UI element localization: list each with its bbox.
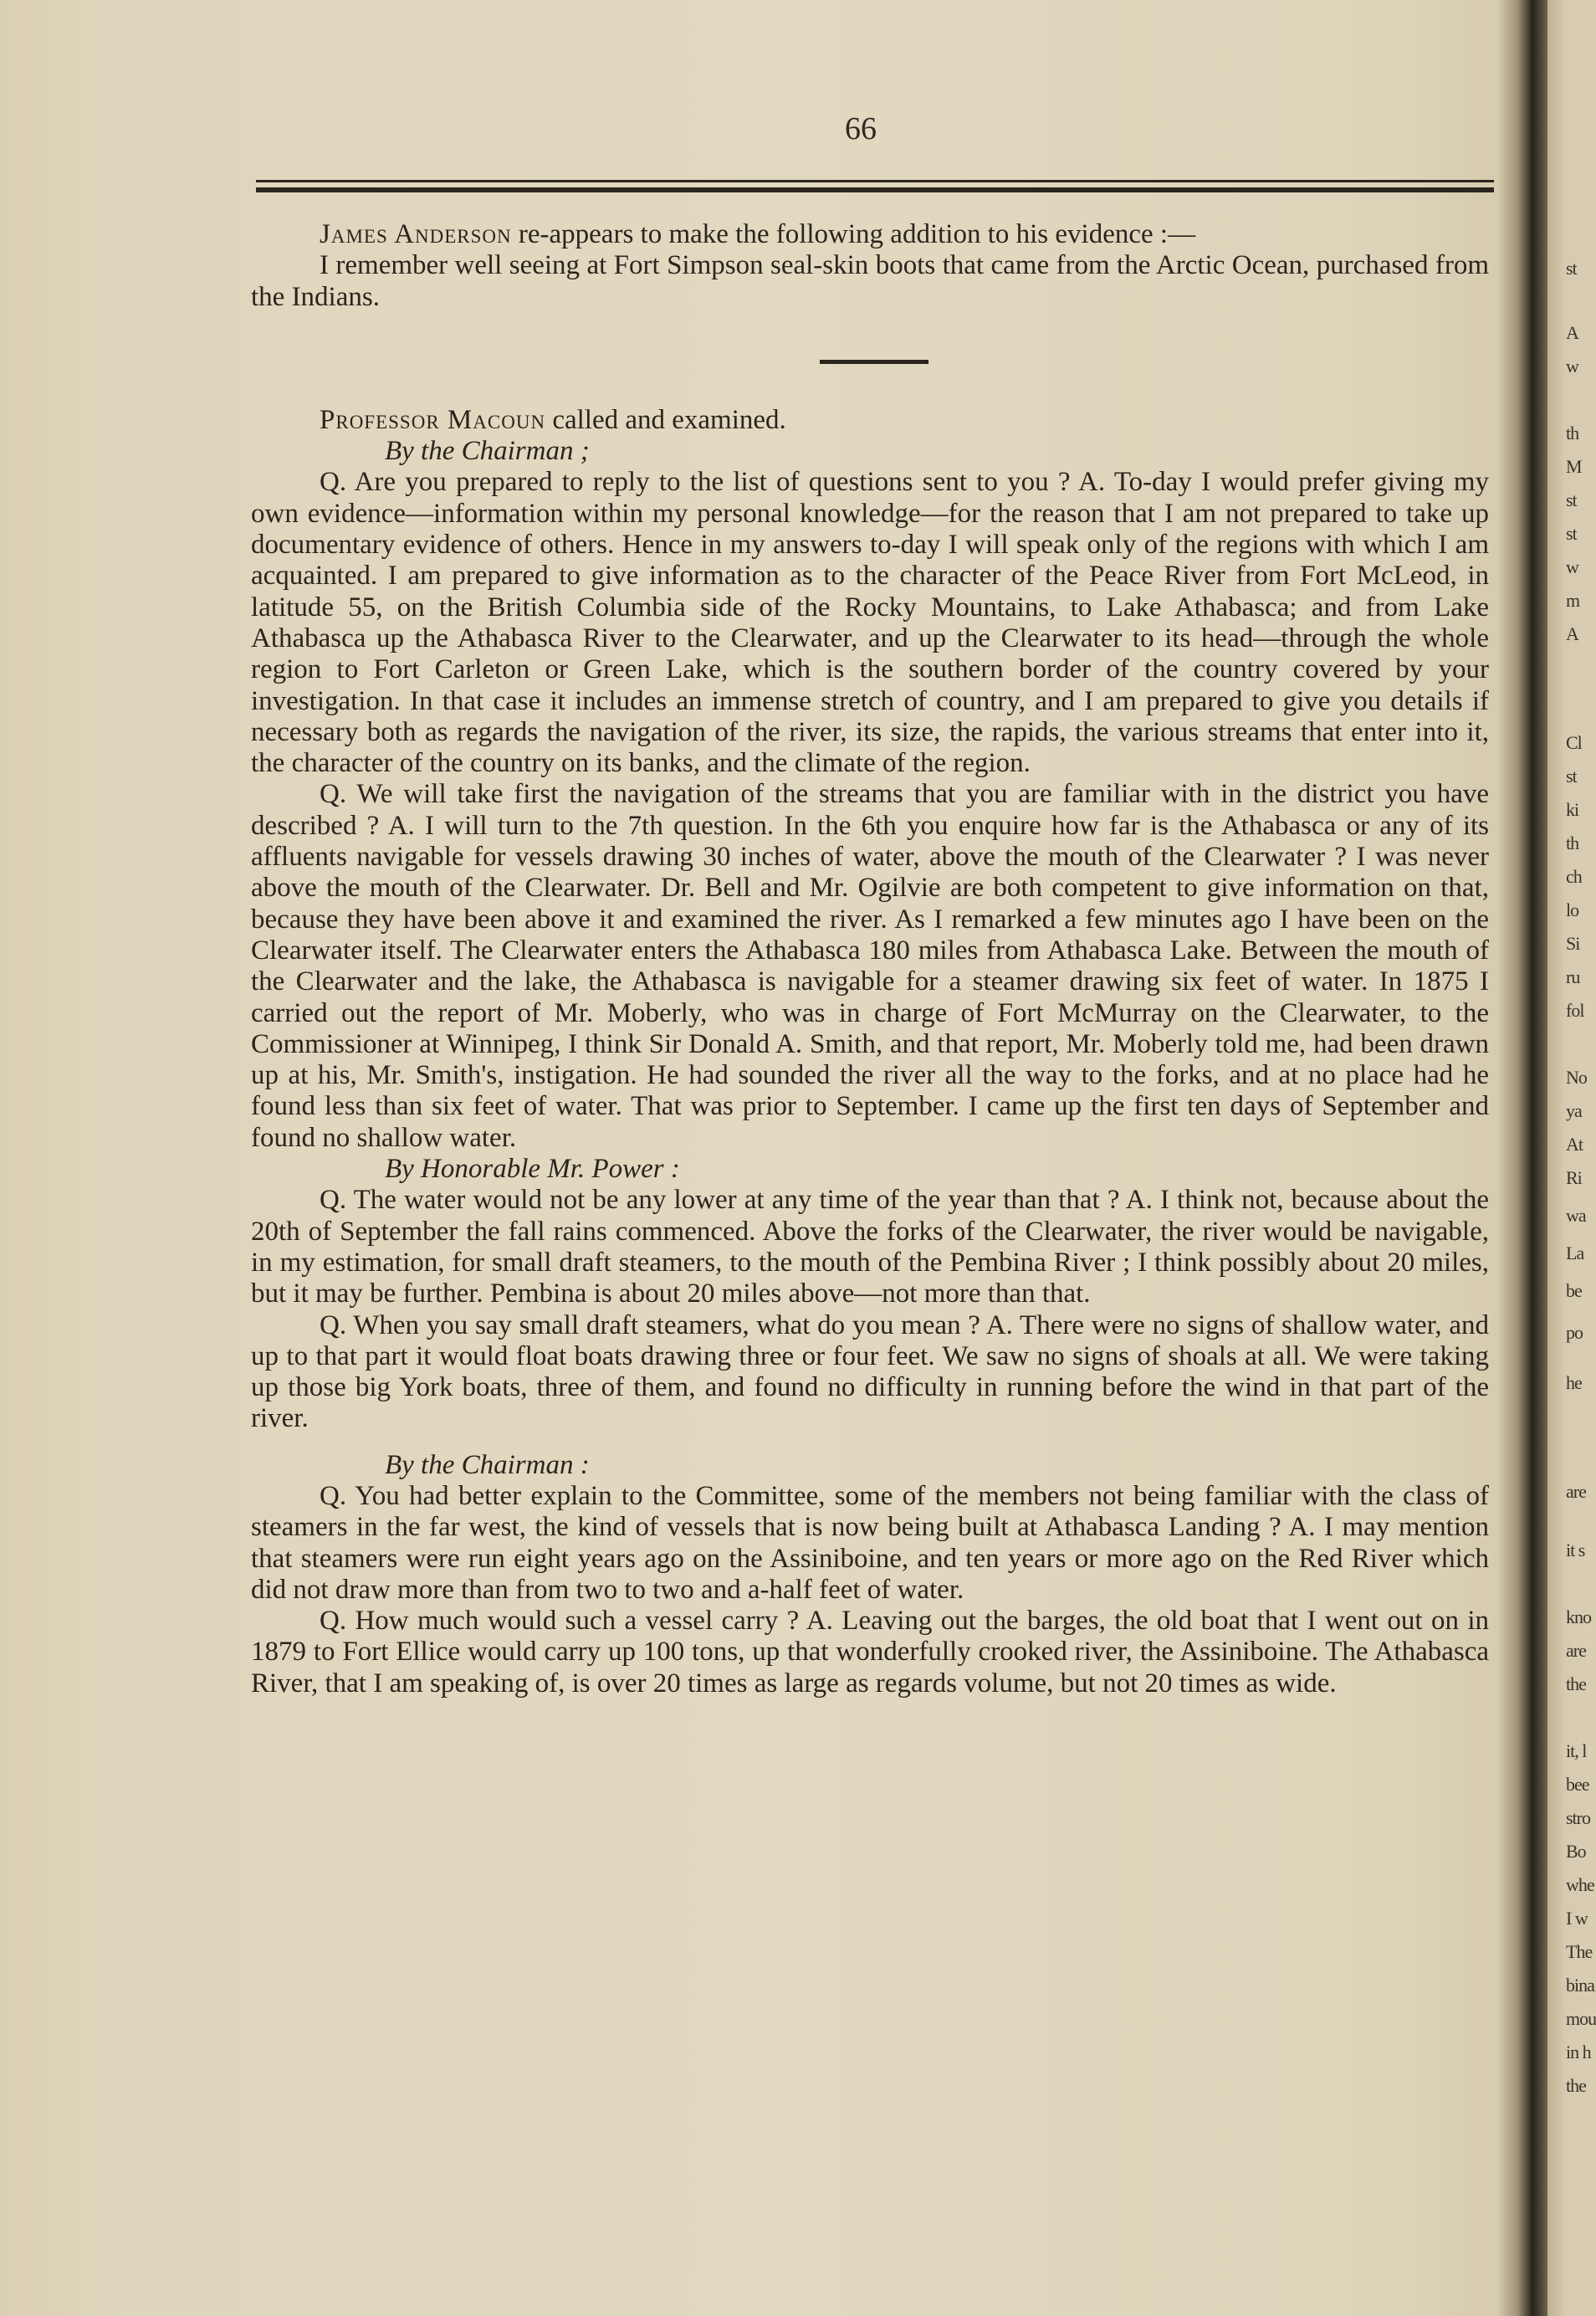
next-page-fragment: Si <box>1566 933 1580 954</box>
anderson-statement: I remember well seeing at Fort Simpson seal-skin boots that came from the Arctic Ocean, purchased from the Indians. <box>251 250 1489 312</box>
speaker-anderson: James Anderson <box>320 219 512 249</box>
next-page-fragment: ki <box>1566 799 1579 820</box>
next-page-fragment: kno <box>1566 1606 1591 1627</box>
next-page-fragment: m <box>1566 590 1580 611</box>
book-gutter-shadow <box>1497 0 1547 2316</box>
next-page-fragment: st <box>1566 258 1577 279</box>
page-body <box>251 219 1489 1699</box>
next-page-fragment: mou <box>1566 2008 1596 2029</box>
next-page-fragment: it s <box>1566 1540 1585 1560</box>
next-page-fragment: he <box>1566 1372 1582 1393</box>
next-page-fragment: it, l <box>1566 1740 1587 1761</box>
macoun-heading: Professor Macoun called and examined. <box>320 404 786 435</box>
next-page-fragment: w <box>1566 556 1578 577</box>
next-page-fragment: st <box>1566 489 1577 510</box>
next-page-fragment: No <box>1566 1067 1587 1088</box>
qa-paragraph-5: Q. You had better explain to the Committee, some of the members not being familiar with the class of steamers in the far west, the kind of vessels that is now being built at Athabasca Landing ? A. I may mention that steamers were run eight years ago on the Assiniboine, and ten years or more ago on the Red River which did not draw more than from two to two and a-half feet of water. <box>251 1480 1489 1605</box>
speaker-macoun: Professor Macoun <box>320 404 546 435</box>
next-page-fragment: whe <box>1566 1874 1594 1895</box>
examiner-power: By Honorable Mr. Power : <box>385 1154 680 1185</box>
next-page-fragment: A <box>1566 623 1578 644</box>
next-page-fragment: th <box>1566 423 1579 443</box>
page-number: 66 <box>845 111 877 146</box>
next-page-fragment: the <box>1566 1673 1586 1694</box>
next-page-fragment: M <box>1566 456 1582 477</box>
separator-dash <box>820 360 928 364</box>
qa-paragraph-3: Q. The water would not be any lower at any time of the year than that ? A. I think not, because about the 20th of September the fall rains commenced. Above the forks of the Clearwater, the river would be navigable, in my estimation, for small draft steamers, to the mouth of the Pembina River ; I think possibly about 20 miles, but it may be further. Pembina is about 20 miles above—not more than that. <box>251 1185 1489 1309</box>
next-page-fragment: ch <box>1566 866 1582 887</box>
next-page-edge <box>1547 0 1591 2316</box>
next-page-fragment: lo <box>1566 899 1579 920</box>
next-page-fragment: At <box>1566 1134 1583 1155</box>
examiner-chairman-2: By the Chairman : <box>385 1449 590 1480</box>
next-page-fragment: Cl <box>1566 732 1582 753</box>
qa-paragraph-4: Q. When you say small draft steamers, what do you mean ? A. There were no signs of shallow water, and up to that part it would float boats drawing three or four feet. We saw no signs of shoals at all. We were taking up those big York boats, three of them, and found no difficulty in running before the wind in that part of the river. <box>251 1309 1489 1434</box>
next-page-fragment: po <box>1566 1322 1583 1343</box>
next-page-fragment: ya <box>1566 1100 1582 1121</box>
next-page-fragment: ru <box>1566 966 1580 987</box>
qa-paragraph-2: Q. We will take first the navigation of the streams that you are familiar with in the district you have described ? A. I will turn to the 7th question. In the 6th you enquire how far is the Athabasca or any of its affluents navigable for vessels drawing 30 inches of water, above the mouth of the Clearwater ? I was never above the mouth of the Clearwater. Dr. Bell and Mr. Ogilvie are both competent to give information on that, because they have been above it and examined the river. As I remarked a few minutes ago I have been on the Clearwater itself. The Clearwater enters the Athabasca 180 miles from Athabasca Lake. Between the mouth of the Clearwater and the lake, the Athabasca is navigable for a steamer drawing six feet of water. In 1875 I carried out the report of Mr. Moberly, who was in charge of Fort McMurray on the Clearwater, to the Commissioner at Winnipeg, I think Sir Donald A. Smith, and that report, Mr. Moberly told me, had been drawn up at his, Mr. Smith's, instigation. He had sounded the river all the way to the forks, and at no place had he found less than six feet of water. That was prior to September. I came up the first ten days of September and found no shallow water. <box>251 779 1489 1153</box>
next-page-fragment: Ri <box>1566 1167 1582 1188</box>
next-page-fragment: fol <box>1566 1000 1584 1021</box>
header-rule-top <box>256 180 1494 182</box>
next-page-fragment: bee <box>1566 1774 1589 1795</box>
qa-paragraph-1: Q. Are you prepared to reply to the list of questions sent to you ? A. To-day I would prefer giving my own evidence—information within my personal knowledge—for the reason that I am not prepared to take up documentary evidence of others. Hence in my answers to-day I will speak only of the regions with which I am acquainted. I am prepared to give information as to the character of the Peace River from Fort McLeod, in latitude 55, on the British Columbia side of the Rocky Mountains, to Lake Athabasca; and from Lake Athabasca up the Athabasca River to the Clearwater, and up the Clearwater to its head—through the whole region to Fort Carleton or Green Lake, which is the southern border of the country covered by your investigation. In that case it includes an immense stretch of country, and I am prepared to give you details if necessary both as regards the navigation of the river, its size, the rapids, the various streams that enter into it, the character of the country on its banks, and the climate of the region. <box>251 467 1489 779</box>
anderson-heading: James Anderson re-appears to make the following addition to his evidence :— <box>320 219 1196 249</box>
qa-paragraph-6: Q. How much would such a vessel carry ? A. Leaving out the barges, the old boat that I went out on in 1879 to Fort Ellice would carry up 100 tons, up that wonderfully crooked river, the Assiniboine. The Athabasca River, that I am speaking of, is over 20 times as large as regards volume, but not 20 times as wide. <box>251 1606 1489 1699</box>
next-page-fragment: I w <box>1566 1908 1588 1929</box>
next-page-fragment: st <box>1566 523 1577 544</box>
next-page-fragment: bina <box>1566 1975 1594 1996</box>
spacer <box>251 1435 1489 1450</box>
next-page-fragment: in h <box>1566 2042 1591 2062</box>
section-separator <box>251 313 1489 405</box>
header-rule-bottom <box>256 187 1494 192</box>
next-page-fragment: La <box>1566 1243 1584 1263</box>
next-page-fragment: the <box>1566 2075 1586 2096</box>
next-page-fragment: Bo <box>1566 1841 1586 1862</box>
next-page-fragment: The <box>1566 1941 1593 1962</box>
next-page-fragment: are <box>1566 1481 1586 1502</box>
next-page-fragment: be <box>1566 1280 1582 1301</box>
next-page-fragment: st <box>1566 766 1577 787</box>
next-page-fragment: are <box>1566 1640 1586 1661</box>
examiner-chairman-1: By the Chairman ; <box>385 436 590 467</box>
next-page-fragment: w <box>1566 356 1578 377</box>
next-page-fragment: A <box>1566 322 1578 343</box>
next-page-fragment: th <box>1566 833 1579 853</box>
next-page-fragment: wa <box>1566 1205 1586 1226</box>
next-page-fragment: stro <box>1566 1807 1590 1828</box>
